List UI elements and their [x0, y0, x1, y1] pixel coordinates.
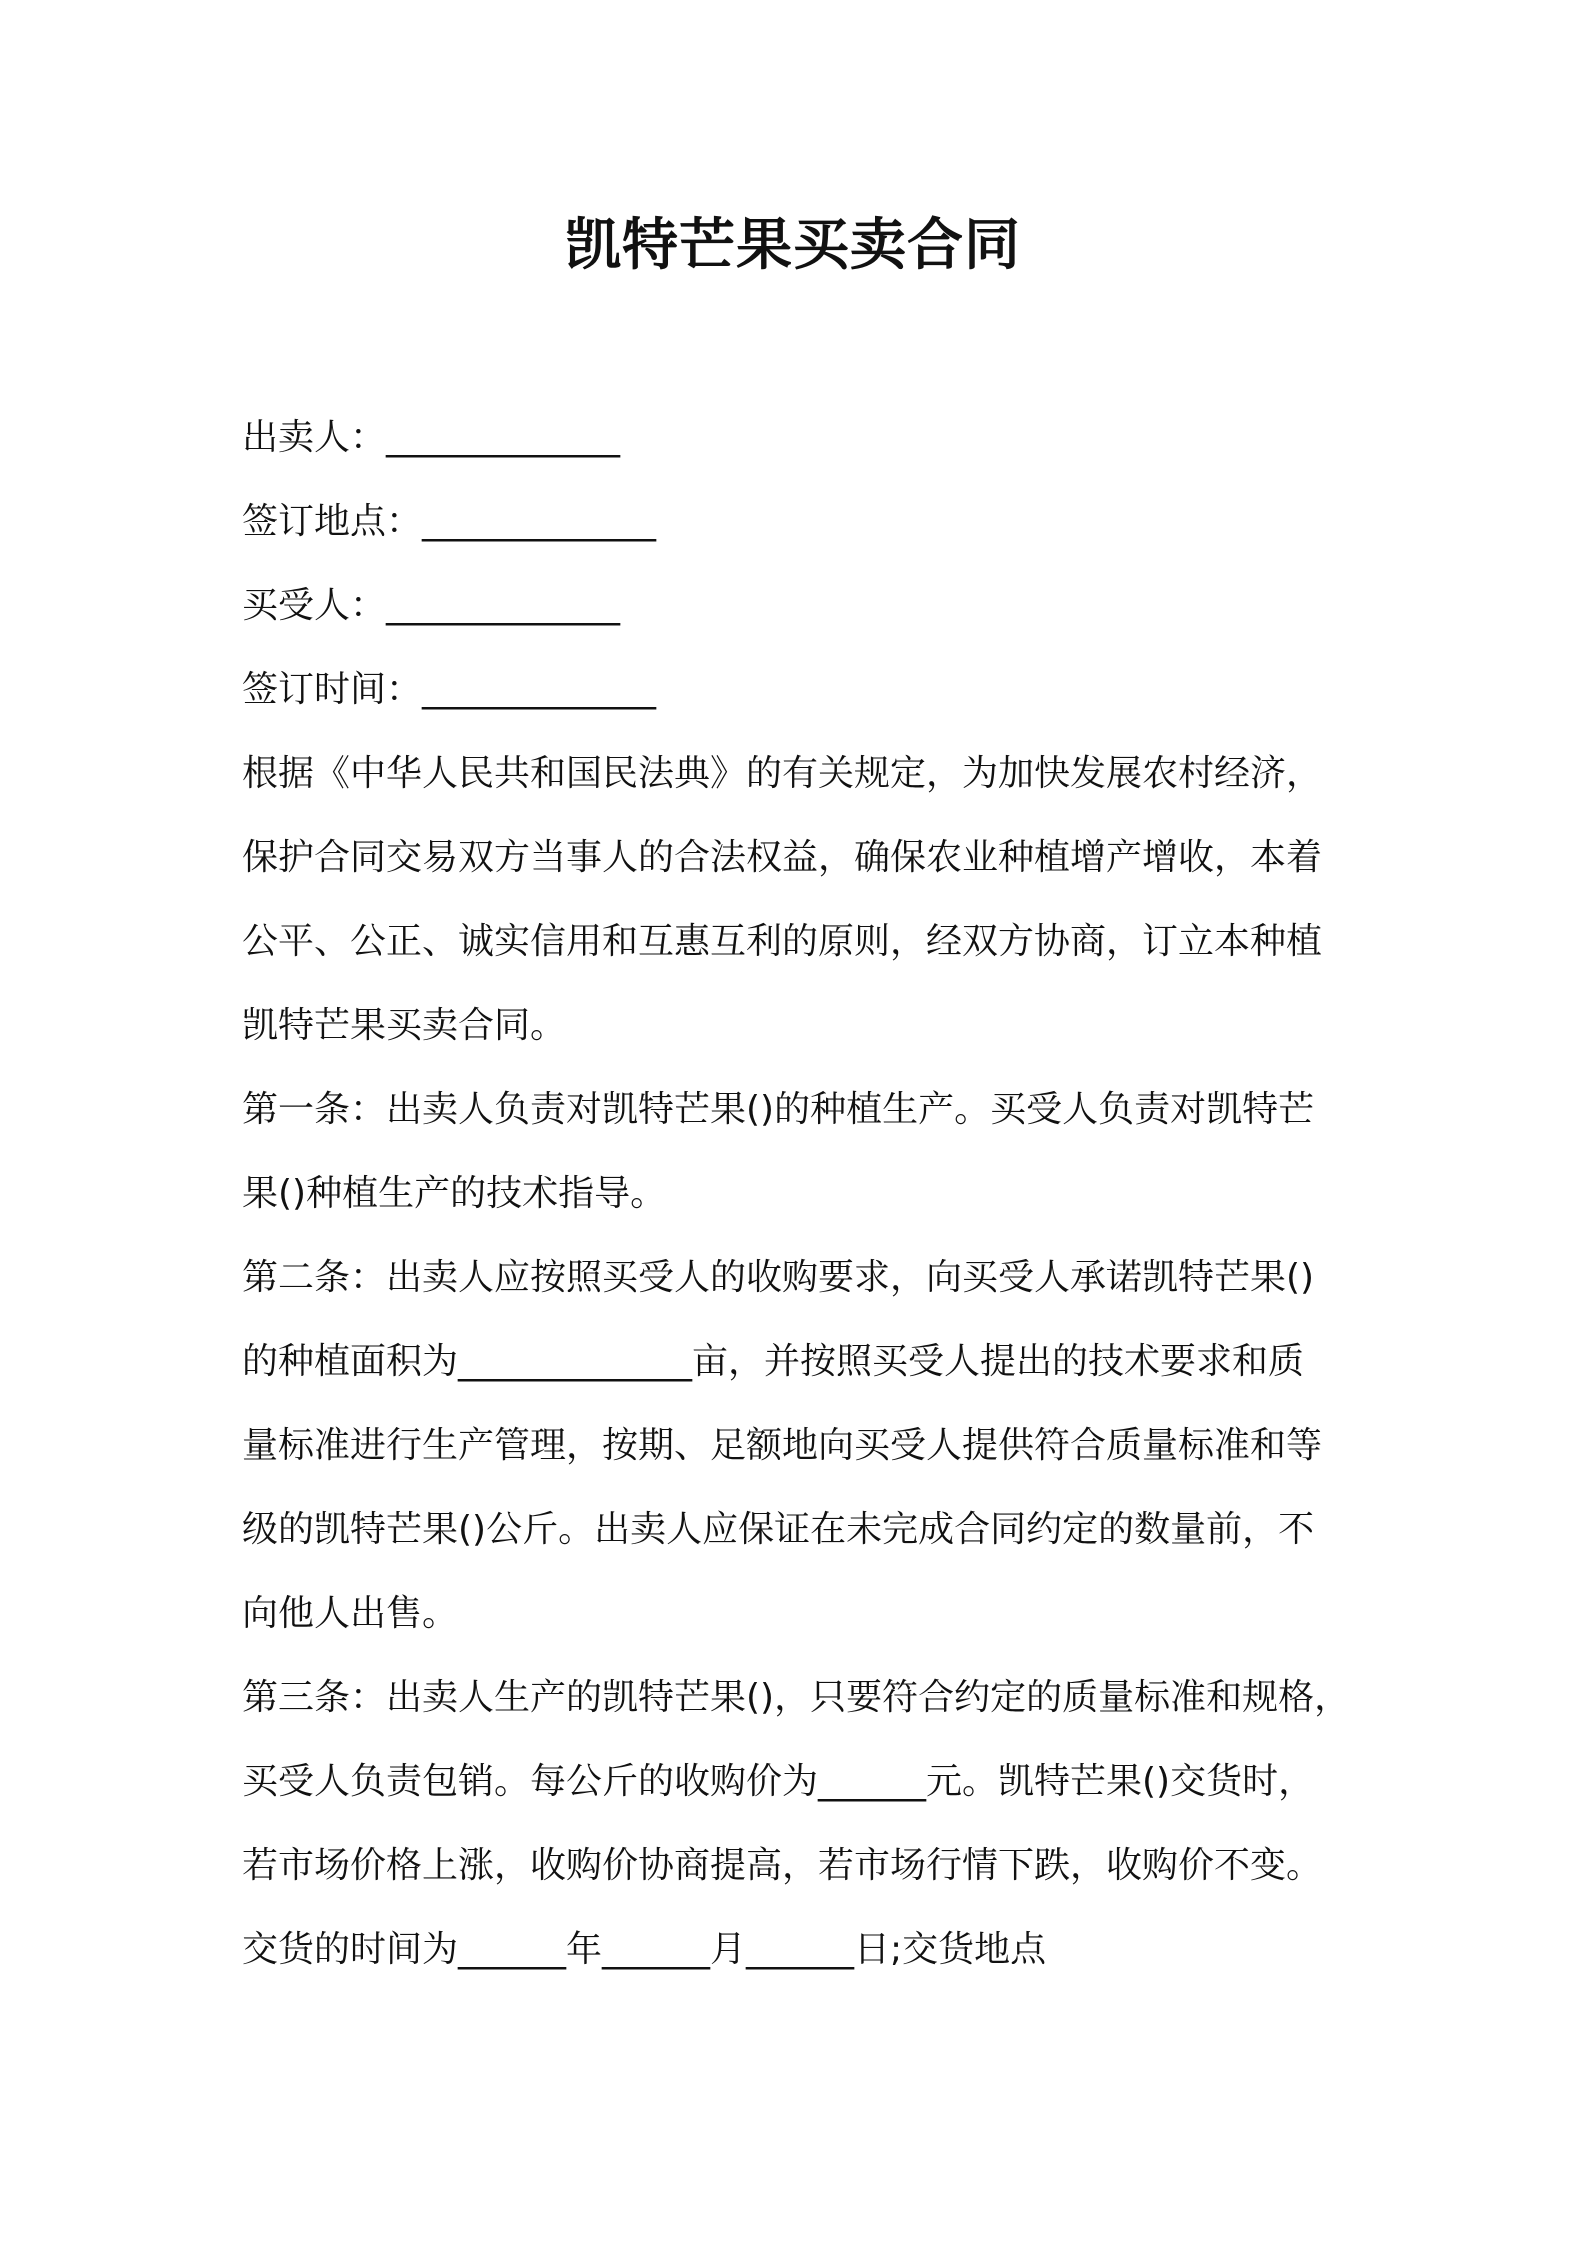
field-blank: _____________ [422, 669, 657, 710]
field-seller [242, 396, 1362, 480]
body-line: 的种植面积为_____________亩，并按照买受人提出的技术要求和质 [242, 1341, 1305, 1382]
field-signing-time [242, 648, 1362, 732]
body-line: 根据《中华人民共和国民法典》的有关规定，为加快发展农村经济， [242, 753, 1323, 794]
body-line: 级的凯特芒果()公斤。出卖人应保证在未完成合同约定的数量前，不 [242, 1509, 1315, 1550]
field-buyer [242, 564, 1362, 648]
document-title: 凯特芒果买卖合同 [565, 213, 1021, 278]
body-line: 凯特芒果买卖合同。 [242, 1005, 567, 1046]
body-line: 向他人出售。 [242, 1593, 459, 1634]
body-line: 量标准进行生产管理，按期、足额地向买受人提供符合质量标准和等 [242, 1425, 1323, 1466]
field-blank: _____________ [422, 501, 657, 542]
field-label: 买受人： [242, 585, 387, 626]
field-label: 签订时间： [242, 669, 423, 710]
field-signing-place [242, 480, 1362, 564]
field-blank: _____________ [386, 585, 621, 626]
field-label: 签订地点： [242, 501, 423, 542]
field-label: 出卖人： [242, 417, 387, 458]
body-line: 买受人负责包销。每公斤的收购价为______元。凯特芒果()交货时， [242, 1761, 1315, 1802]
document-body [242, 396, 1362, 1992]
body-line: 公平、公正、诚实信用和互惠互利的原则，经双方协商，订立本种植 [242, 921, 1323, 962]
body-line: 第三条：出卖人生产的凯特芒果()，只要符合约定的质量标准和规格， [242, 1677, 1351, 1718]
body-line: 第一条：出卖人负责对凯特芒果()的种植生产。买受人负责对凯特芒 [242, 1089, 1315, 1130]
body-line: 交货的时间为______年______月______日;交货地点 [242, 1929, 1047, 1970]
body-line: 果()种植生产的技术指导。 [242, 1173, 667, 1214]
body-line: 若市场价格上涨，收购价协商提高，若市场行情下跌，收购价不变。 [242, 1845, 1323, 1886]
field-blank: _____________ [386, 417, 621, 458]
body-line: 第二条：出卖人应按照买受人的收购要求，向买受人承诺凯特芒果() [242, 1257, 1315, 1298]
body-line: 保护合同交易双方当事人的合法权益，确保农业种植增产增收，本着 [242, 837, 1323, 878]
